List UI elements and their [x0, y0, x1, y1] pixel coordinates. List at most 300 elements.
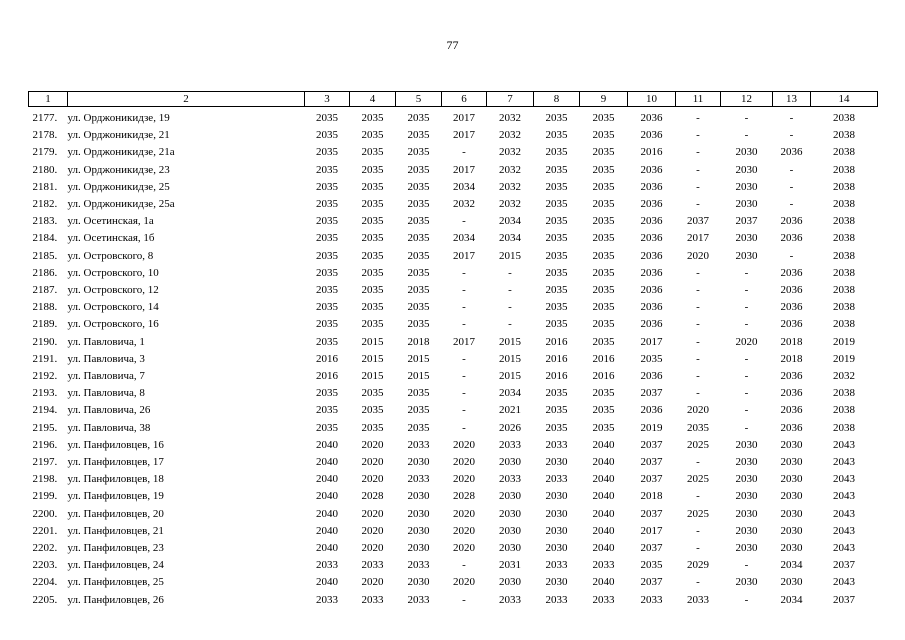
year-cell: 2035	[407, 129, 430, 142]
year-cell: 2035	[640, 559, 663, 572]
year-cell: 2035	[545, 146, 568, 159]
year-cell: 2030	[780, 456, 803, 469]
row-number: 2193.	[32, 387, 58, 400]
year-cell: 2033	[407, 593, 430, 606]
year-cell: -	[462, 215, 466, 228]
year-cell: 2034	[499, 232, 521, 245]
year-cell: 2040	[316, 490, 338, 503]
year-cell: 2033	[545, 438, 568, 451]
table-body	[29, 107, 878, 609]
year-cell: 2034	[453, 180, 475, 193]
year-cell: 2030	[407, 490, 430, 503]
year-cell: 2016	[592, 370, 615, 383]
year-cell: 2035	[545, 404, 568, 417]
year-cell: 2035	[407, 232, 430, 245]
year-cell: 2020	[453, 438, 475, 451]
year-cell: 2030	[735, 438, 758, 451]
year-cell: 2018	[407, 335, 430, 348]
year-cell: -	[696, 198, 700, 211]
year-cell: 2028	[361, 490, 384, 503]
header-cell: 6	[442, 92, 487, 107]
year-cell: 2015	[361, 370, 384, 383]
address-cell: ул. Панфиловцев, 19	[67, 490, 164, 503]
table-row	[29, 437, 878, 454]
year-cell: -	[696, 112, 700, 124]
row-number: 2195.	[32, 421, 58, 434]
year-cell: 2035	[545, 215, 568, 228]
year-cell: 2035	[361, 266, 384, 279]
year-cell: 2035	[545, 421, 568, 434]
table-row	[29, 385, 878, 402]
year-cell: 2035	[316, 232, 338, 245]
year-cell: -	[744, 404, 749, 417]
table-row	[29, 471, 878, 488]
year-cell: 2018	[780, 352, 803, 365]
header-cell: 11	[676, 92, 721, 107]
year-cell: 2035	[407, 387, 430, 400]
year-cell: 2015	[499, 370, 521, 383]
year-cell: 2030	[780, 542, 803, 555]
year-cell: 2035	[316, 198, 338, 211]
address-cell: ул. Орджоникидзе, 23	[67, 163, 170, 176]
year-cell: 2036	[780, 284, 803, 297]
year-cell: 2035	[592, 266, 615, 279]
year-cell: 2035	[361, 112, 384, 124]
table-row	[29, 179, 878, 196]
year-cell: 2018	[640, 490, 663, 503]
year-cell: 2035	[407, 163, 430, 176]
year-cell: 2030	[407, 542, 430, 555]
row-number: 2183.	[32, 215, 58, 228]
year-cell: 2035	[316, 215, 338, 228]
schedule-table	[28, 91, 878, 609]
table-row	[29, 506, 878, 523]
year-cell: 2030	[780, 524, 803, 537]
year-cell: 2035	[407, 301, 430, 314]
year-cell: -	[696, 524, 700, 537]
year-cell: 2038	[833, 421, 855, 434]
year-cell: -	[462, 318, 466, 331]
year-cell: 2035	[545, 266, 568, 279]
year-cell: 2030	[780, 576, 803, 589]
header-row	[29, 92, 878, 107]
year-cell: -	[789, 112, 794, 124]
year-cell: 2035	[545, 129, 568, 142]
table-row	[29, 334, 878, 351]
year-cell: 2040	[316, 438, 338, 451]
year-cell: 2035	[545, 387, 568, 400]
year-cell: 2035	[316, 318, 338, 331]
address-cell: ул. Осетинская, 1б	[67, 232, 155, 245]
table-row	[29, 402, 878, 419]
address-cell: ул. Павловича, 3	[67, 352, 145, 365]
year-cell: -	[789, 129, 794, 142]
year-cell: 2035	[545, 112, 568, 124]
year-cell: 2035	[316, 129, 338, 142]
year-cell: 2040	[592, 456, 615, 469]
year-cell: 2040	[592, 542, 615, 555]
year-cell: 2033	[316, 559, 338, 572]
year-cell: 2032	[453, 198, 475, 211]
year-cell: 2020	[361, 542, 384, 555]
year-cell: 2016	[640, 146, 663, 159]
year-cell: 2020	[361, 524, 384, 537]
year-cell: 2035	[361, 146, 384, 159]
year-cell: 2038	[833, 249, 855, 262]
year-cell: 2015	[361, 352, 384, 365]
year-cell: 2020	[453, 524, 475, 537]
year-cell: 2030	[545, 576, 568, 589]
year-cell: 2015	[407, 370, 430, 383]
year-cell: -	[696, 490, 700, 503]
year-cell: 2043	[833, 542, 855, 555]
year-cell: 2030	[499, 507, 521, 520]
header-cell: 10	[628, 92, 676, 107]
year-cell: 2033	[545, 473, 568, 486]
year-cell: -	[462, 559, 466, 572]
year-cell: 2037	[640, 438, 663, 451]
year-cell: 2030	[735, 232, 758, 245]
year-cell: 2015	[499, 335, 521, 348]
year-cell: 2040	[592, 490, 615, 503]
table-row	[29, 127, 878, 144]
address-cell: ул. Павловича, 1	[67, 335, 145, 348]
year-cell: 2035	[316, 180, 338, 193]
row-number: 2180.	[32, 163, 58, 176]
year-cell: 2030	[780, 438, 803, 451]
year-cell: 2036	[640, 266, 663, 279]
row-number: 2186.	[32, 266, 58, 279]
table-header	[29, 92, 878, 107]
year-cell: 2033	[499, 438, 521, 451]
table-row	[29, 592, 878, 609]
year-cell: 2016	[545, 352, 568, 365]
year-cell: 2017	[687, 232, 709, 245]
year-cell: 2035	[316, 284, 338, 297]
address-cell: ул. Панфиловцев, 18	[67, 473, 164, 486]
year-cell: 2021	[499, 404, 521, 417]
year-cell: -	[462, 593, 466, 606]
year-cell: 2030	[735, 542, 758, 555]
row-number: 2181.	[32, 180, 58, 193]
year-cell: 2035	[407, 249, 430, 262]
year-cell: 2035	[407, 421, 430, 434]
year-cell: 2035	[592, 404, 615, 417]
year-cell: 2034	[780, 559, 803, 572]
year-cell: 2033	[592, 593, 615, 606]
year-cell: 2030	[499, 490, 521, 503]
year-cell: 2030	[780, 490, 803, 503]
year-cell: 2033	[687, 593, 709, 606]
year-cell: -	[696, 370, 700, 383]
year-cell: 2035	[592, 335, 615, 348]
address-cell: ул. Панфиловцев, 26	[67, 593, 164, 606]
header-cell: 13	[773, 92, 811, 107]
address-cell: ул. Островского, 12	[67, 284, 159, 297]
row-number: 2190.	[32, 335, 58, 348]
year-cell: 2035	[545, 318, 568, 331]
year-cell: 2043	[833, 490, 855, 503]
year-cell: -	[696, 352, 700, 365]
year-cell: 2020	[735, 335, 758, 348]
year-cell: 2017	[453, 112, 475, 124]
year-cell: 2030	[545, 542, 568, 555]
table-row	[29, 213, 878, 230]
year-cell: 2029	[687, 559, 709, 572]
year-cell: 2038	[833, 232, 855, 245]
row-number: 2202.	[32, 542, 58, 555]
year-cell: 2043	[833, 507, 855, 520]
year-cell: 2030	[545, 507, 568, 520]
table-row	[29, 316, 878, 333]
year-cell: -	[462, 387, 466, 400]
year-cell: 2033	[592, 559, 615, 572]
row-number: 2182.	[32, 198, 58, 211]
table-row	[29, 488, 878, 505]
year-cell: 2030	[499, 542, 521, 555]
year-cell: -	[508, 266, 512, 279]
row-number: 2188.	[32, 301, 58, 314]
year-cell: 2035	[592, 232, 615, 245]
year-cell: 2035	[592, 387, 615, 400]
year-cell: -	[744, 129, 749, 142]
page-number: 77	[446, 38, 459, 52]
row-number: 2196.	[32, 438, 58, 451]
year-cell: 2035	[361, 232, 384, 245]
address-cell: ул. Островского, 14	[67, 301, 159, 314]
year-cell: 2030	[407, 576, 430, 589]
table-row	[29, 196, 878, 213]
year-cell: 2035	[407, 284, 430, 297]
year-cell: 2040	[592, 438, 615, 451]
year-cell: 2035	[361, 198, 384, 211]
address-cell: ул. Павловича, 8	[67, 387, 145, 400]
table-row	[29, 230, 878, 247]
year-cell: 2030	[499, 576, 521, 589]
year-cell: 2036	[780, 370, 803, 383]
year-cell: 2043	[833, 438, 855, 451]
year-cell: 2035	[316, 387, 338, 400]
year-cell: -	[696, 576, 700, 589]
year-cell: 2035	[407, 198, 430, 211]
row-number: 2177.	[32, 112, 58, 124]
year-cell: 2035	[407, 215, 430, 228]
year-cell: -	[462, 284, 466, 297]
table-row	[29, 248, 878, 265]
header-cell: 2	[68, 92, 305, 107]
year-cell: 2036	[780, 215, 803, 228]
address-cell: ул. Панфиловцев, 17	[67, 456, 164, 469]
year-cell: 2018	[780, 335, 803, 348]
year-cell: 2035	[361, 249, 384, 262]
year-cell: 2035	[687, 421, 709, 434]
address-cell: ул. Островского, 10	[67, 266, 159, 279]
year-cell: 2033	[407, 438, 430, 451]
row-number: 2203.	[32, 559, 58, 572]
year-cell: -	[462, 146, 466, 159]
year-cell: 2040	[592, 576, 615, 589]
row-number: 2204.	[32, 576, 58, 589]
row-number: 2189.	[32, 318, 58, 331]
address-cell: ул. Орджоникидзе, 25а	[67, 198, 175, 211]
year-cell: 2035	[592, 301, 615, 314]
year-cell: 2019	[640, 421, 663, 434]
year-cell: 2038	[833, 180, 855, 193]
header-cell: 7	[487, 92, 534, 107]
year-cell: 2035	[545, 163, 568, 176]
year-cell: 2035	[592, 112, 615, 124]
year-cell: 2033	[545, 559, 568, 572]
year-cell: -	[696, 163, 700, 176]
year-cell: 2028	[453, 490, 475, 503]
address-cell: ул. Панфиловцев, 21	[67, 524, 164, 537]
year-cell: -	[789, 198, 794, 211]
header-cell: 4	[350, 92, 396, 107]
year-cell: 2036	[780, 266, 803, 279]
year-cell: 2038	[833, 404, 855, 417]
year-cell: 2035	[316, 163, 338, 176]
year-cell: 2035	[407, 146, 430, 159]
year-cell: -	[789, 249, 794, 262]
year-cell: -	[744, 387, 749, 400]
year-cell: 2035	[361, 215, 384, 228]
year-cell: -	[462, 352, 466, 365]
year-cell: 2035	[316, 266, 338, 279]
year-cell: 2035	[407, 318, 430, 331]
year-cell: 2033	[316, 593, 338, 606]
year-cell: -	[744, 370, 749, 383]
year-cell: 2036	[640, 318, 663, 331]
row-number: 2201.	[32, 524, 58, 537]
year-cell: 2040	[592, 507, 615, 520]
year-cell: 2020	[453, 507, 475, 520]
year-cell: 2035	[316, 146, 338, 159]
year-cell: 2043	[833, 473, 855, 486]
year-cell: -	[744, 352, 749, 365]
year-cell: 2030	[735, 490, 758, 503]
header-cell: 3	[305, 92, 350, 107]
year-cell: 2020	[453, 576, 475, 589]
year-cell: 2026	[499, 421, 521, 434]
address-cell: ул. Орджоникидзе, 21а	[67, 146, 175, 159]
row-number: 2185.	[32, 249, 58, 262]
year-cell: 2037	[640, 507, 663, 520]
year-cell: 2035	[316, 421, 338, 434]
year-cell: -	[696, 456, 700, 469]
row-number: 2205.	[32, 593, 58, 606]
year-cell: 2035	[316, 335, 338, 348]
year-cell: 2035	[361, 387, 384, 400]
year-cell: 2035	[545, 232, 568, 245]
year-cell: 2025	[687, 473, 709, 486]
year-cell: 2020	[687, 249, 709, 262]
year-cell: -	[696, 335, 700, 348]
row-number: 2187.	[32, 284, 58, 297]
year-cell: -	[696, 542, 700, 555]
year-cell: 2035	[545, 284, 568, 297]
year-cell: 2030	[735, 473, 758, 486]
year-cell: -	[744, 301, 749, 314]
year-cell: 2020	[453, 473, 475, 486]
address-cell: ул. Павловича, 26	[67, 404, 151, 417]
year-cell: 2035	[592, 180, 615, 193]
year-cell: 2030	[735, 163, 758, 176]
year-cell: 2038	[833, 129, 855, 142]
year-cell: 2036	[640, 215, 663, 228]
year-cell: 2038	[833, 163, 855, 176]
year-cell: 2035	[316, 249, 338, 262]
year-cell: 2043	[833, 576, 855, 589]
year-cell: 2016	[545, 335, 568, 348]
year-cell: 2035	[640, 352, 663, 365]
table-row	[29, 574, 878, 591]
year-cell: 2040	[316, 576, 338, 589]
year-cell: 2016	[592, 352, 615, 365]
year-cell: 2016	[545, 370, 568, 383]
year-cell: 2035	[407, 180, 430, 193]
address-cell: ул. Орджоникидзе, 19	[67, 112, 170, 124]
year-cell: 2038	[833, 266, 855, 279]
year-cell: -	[462, 370, 466, 383]
year-cell: 2036	[780, 404, 803, 417]
year-cell: 2033	[499, 473, 521, 486]
year-cell: -	[696, 318, 700, 331]
year-cell: 2030	[735, 524, 758, 537]
year-cell: 2033	[361, 593, 384, 606]
header-cell: 9	[580, 92, 628, 107]
year-cell: 2016	[316, 352, 338, 365]
year-cell: 2036	[640, 301, 663, 314]
year-cell: 2036	[780, 421, 803, 434]
address-cell: ул. Панфиловцев, 20	[67, 507, 164, 520]
year-cell: 2033	[361, 559, 384, 572]
year-cell: 2019	[833, 335, 855, 348]
year-cell: 2035	[407, 112, 430, 124]
year-cell: 2030	[735, 576, 758, 589]
table-row	[29, 368, 878, 385]
year-cell: 2036	[780, 232, 803, 245]
year-cell: 2036	[780, 318, 803, 331]
year-cell: 2036	[640, 232, 663, 245]
year-cell: 2032	[499, 146, 521, 159]
year-cell: -	[508, 318, 512, 331]
year-cell: -	[462, 421, 466, 434]
year-cell: 2038	[833, 301, 855, 314]
address-cell: ул. Павловича, 38	[67, 421, 151, 434]
year-cell: 2017	[640, 524, 663, 537]
year-cell: 2036	[640, 129, 663, 142]
year-cell: 2037	[640, 576, 663, 589]
year-cell: 2034	[453, 232, 475, 245]
address-cell: ул. Панфиловцев, 25	[67, 576, 164, 589]
year-cell: 2020	[361, 576, 384, 589]
year-cell: 2038	[833, 318, 855, 331]
year-cell: -	[744, 266, 749, 279]
header-cell: 14	[811, 92, 878, 107]
year-cell: 2030	[735, 198, 758, 211]
year-cell: 2020	[361, 473, 384, 486]
table-row	[29, 557, 878, 574]
year-cell: 2030	[407, 456, 430, 469]
address-cell: ул. Орджоникидзе, 25	[67, 180, 170, 193]
year-cell: 2030	[407, 507, 430, 520]
header-cell: 12	[721, 92, 773, 107]
year-cell: 2035	[361, 163, 384, 176]
year-cell: 2030	[499, 456, 521, 469]
year-cell: 2035	[592, 129, 615, 142]
year-cell: 2030	[407, 524, 430, 537]
year-cell: 2015	[499, 249, 521, 262]
